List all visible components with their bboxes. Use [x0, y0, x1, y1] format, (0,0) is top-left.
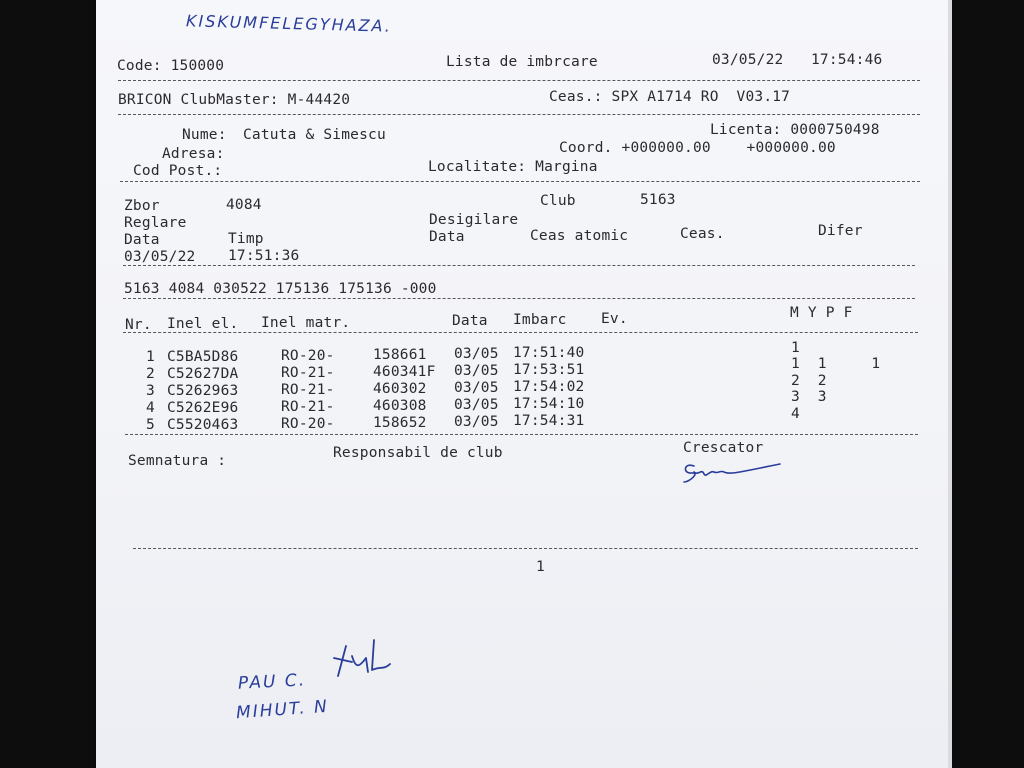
receipt-time: 17:54:46: [811, 52, 883, 68]
flight-code-line: 5163 4084 030522 175136 175136 -000: [124, 281, 437, 297]
device-id: BRICON ClubMaster: M-44420: [118, 92, 351, 108]
row-nr: 2: [146, 366, 155, 382]
handwritten-signature: [326, 636, 398, 686]
handwritten-name-1: PAU C.: [237, 670, 307, 694]
setting-date: 03/05/22: [124, 249, 196, 265]
receipt-date: 03/05/22: [712, 52, 784, 68]
row-time: 17:51:40: [513, 345, 585, 361]
divider: [118, 80, 920, 81]
row-ring-el: C5262963: [167, 383, 239, 399]
clock-label: Ceas.: [680, 226, 725, 242]
row-ring: 158652: [373, 415, 427, 431]
row-date: 03/05: [454, 414, 499, 430]
signature-label: Semnatura :: [128, 453, 227, 469]
flight-label: Zbor: [124, 198, 160, 214]
locality: Localitate: Margina: [428, 159, 598, 175]
row-nr: 3: [146, 383, 155, 399]
breeder-label: Crescator: [683, 440, 764, 456]
divider: [118, 114, 920, 115]
row-ring: 158661: [373, 347, 427, 363]
divider: [133, 548, 918, 549]
atomic-clock-label: Ceas atomic: [530, 228, 629, 244]
row-date: 03/05: [454, 363, 499, 379]
setting-time-label: Timp: [228, 231, 264, 247]
divider: [123, 265, 915, 266]
col-date: Data: [452, 313, 488, 329]
row-ring-el: C5BA5D86: [167, 349, 239, 365]
row-prefix: RO-21-: [281, 382, 335, 398]
row-nr: 4: [146, 400, 155, 416]
row-nr: 1: [146, 349, 155, 365]
col-nr: Nr.: [125, 317, 152, 333]
divider: [123, 332, 918, 333]
unsealing-label: Desigilare: [429, 212, 519, 228]
row-time: 17:53:51: [513, 362, 585, 378]
setting-time: 17:51:36: [228, 248, 300, 264]
address-label: Adresa:: [162, 146, 225, 162]
row-mypf: 2 2: [791, 373, 827, 389]
divider: [120, 181, 920, 182]
clock-id: Ceas.: SPX A1714 RO V03.17: [549, 89, 791, 105]
col-ring-matr: Inel matr.: [261, 315, 351, 331]
license-number: Licenta: 0000750498: [710, 122, 880, 138]
row-ring: 460302: [373, 381, 427, 397]
row-ring: 460308: [373, 398, 427, 414]
row-prefix: RO-21-: [281, 399, 335, 415]
row-date: 03/05: [454, 397, 499, 413]
divider: [125, 434, 918, 435]
row-date: 03/05: [454, 380, 499, 396]
row-nr: 5: [146, 417, 155, 433]
divider: [123, 298, 915, 299]
col-mypf: M Y P F: [790, 305, 853, 321]
row-time: 17:54:10: [513, 396, 585, 412]
flight-number: 4084: [226, 197, 262, 213]
row-ring-el: C5262E96: [167, 400, 239, 416]
col-ring-el: Inel el.: [167, 316, 239, 332]
receipt-code: Code: 150000: [117, 58, 225, 74]
col-event: Ev.: [601, 311, 628, 327]
club-responsible-label: Responsabil de club: [333, 445, 503, 461]
difference-label: Difer: [818, 223, 863, 239]
col-boarding: Imbarc: [513, 312, 567, 328]
row-mypf: 1 1 1: [791, 356, 881, 372]
row-ring: 460341F: [373, 364, 436, 380]
owner-name: Catuta & Simescu: [243, 127, 386, 143]
row-mypf: 1: [791, 340, 800, 356]
receipt-title: Lista de imbrcare: [446, 54, 598, 70]
row-mypf: 4: [791, 406, 800, 422]
coordinates: Coord. +000000.00 +000000.00: [559, 140, 836, 156]
row-prefix: RO-20-: [281, 348, 335, 364]
row-time: 17:54:02: [513, 379, 585, 395]
row-prefix: RO-21-: [281, 365, 335, 381]
row-time: 17:54:31: [513, 413, 585, 429]
owner-name-label: Nume:: [182, 127, 227, 143]
breeder-signature: [680, 458, 800, 488]
handwritten-location: KISKUMFELEGYHAZA.: [185, 11, 393, 36]
page-number: 1: [536, 559, 545, 575]
row-mypf: 3 3: [791, 389, 827, 405]
row-date: 03/05: [454, 346, 499, 362]
row-ring-el: C52627DA: [167, 366, 239, 382]
row-prefix: RO-20-: [281, 416, 335, 432]
club-number: 5163: [640, 192, 676, 208]
handwritten-name-2: MIHUT. N: [235, 696, 330, 724]
row-ring-el: C5520463: [167, 417, 239, 433]
postal-code-label: Cod Post.:: [133, 163, 223, 179]
club-label: Club: [540, 193, 576, 209]
setting-date-label: Data: [124, 232, 160, 248]
unsealing-date-label: Data: [429, 229, 465, 245]
setting-label: Reglare: [124, 215, 187, 231]
